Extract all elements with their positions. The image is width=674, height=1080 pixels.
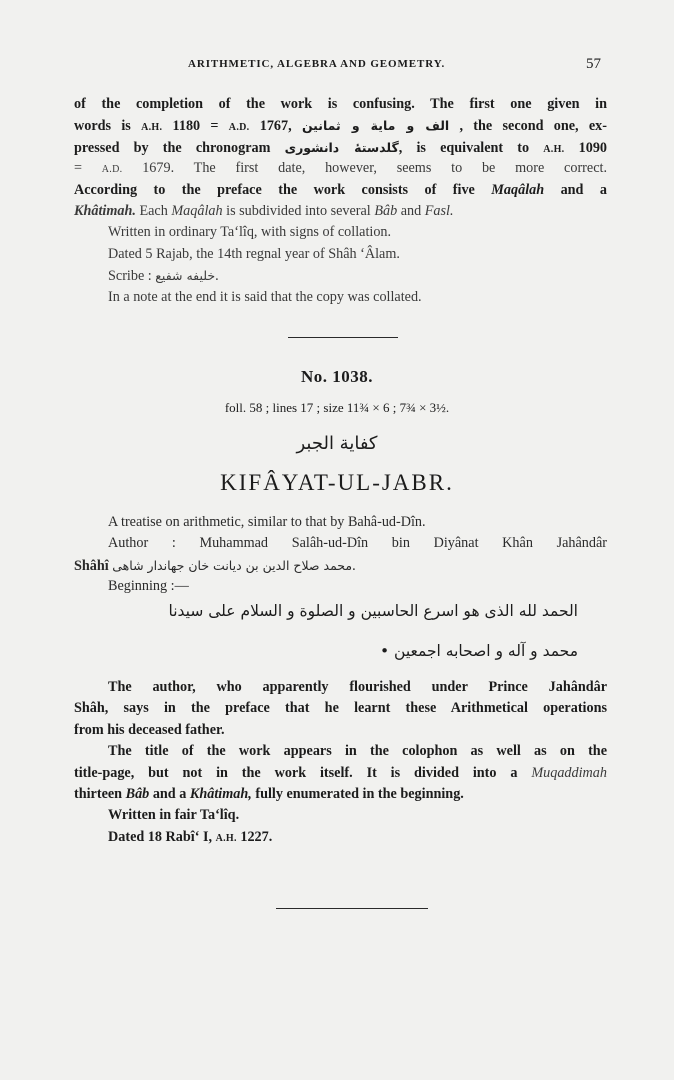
text-line: According to the preface the work consists of five Maqâlah and a (74, 181, 607, 198)
paragraph-author-notes (74, 677, 607, 848)
arabic-chronogram: گلدستهٔ دانشوری (284, 139, 399, 155)
text-line: Beginning :— (108, 578, 189, 595)
text-line: from his deceased father. (74, 721, 225, 738)
text-line: The author, who apparently flourished under Prince Jahândâr (108, 679, 607, 695)
text-line: Khâtimah. Each Maqâlah is subdivided into several Bâb and Fasl. (74, 202, 454, 219)
text-line: words is A.H. 1180 = A.D. 1767, الف و ماية و ثمانين , the second one, ex- (74, 118, 607, 135)
arabic-date-words: الف و ماية و ثمانين (301, 118, 450, 134)
entry-number: No. 1038. (300, 367, 374, 386)
text-line: of the completion of the work is confusing. The first one given in (74, 96, 607, 112)
text-line: Written in fair Ta‘lîq. (108, 807, 240, 824)
text-line: Dated 18 Rabî‘ I, A.H. 1227. (108, 828, 273, 845)
folio-description: foll. 58 ; lines 17 ; size 11¾ × 6 ; 7¾ × 3½. (224, 400, 450, 415)
running-header (0, 58, 674, 78)
paragraph-description (74, 512, 607, 598)
arabic-author-name: محمد صلاح الدين بن ديانت خان جهاندار شاهى (112, 557, 353, 573)
text-line: Shâh, says in the preface that he learnt these Arithmetical operations (74, 700, 607, 717)
text-line: Shâhî محمد صلاح الدين بن ديانت خان جهاندار شاهى. (74, 557, 356, 574)
text-line: The title of the work appears in the colophon as well as on the (108, 743, 607, 760)
arabic-incipit-line-1: الحمد لله الذى هو اسرع الحاسبين و الصلوة و السلام على سيدنا (168, 602, 578, 620)
page-end-divider (276, 908, 428, 909)
running-title: ARITHMETIC, ALGEBRA AND GEOMETRY. (188, 58, 446, 70)
paragraph-colophon-dates (74, 94, 607, 308)
text-line: Author : Muhammad Salâh-ud-Dîn bin Diyânat Khân Jahândâr (108, 535, 607, 552)
arabic-work-title: كفاية الجبر (296, 433, 378, 454)
text-line: In a note at the end it is said that the copy was collated. (108, 288, 422, 305)
work-title: KIFÂYAT-UL-JABR. (220, 470, 454, 495)
text-line: Scribe : خليفه شفيع. (108, 268, 219, 285)
arabic-scribe-name: خليفه شفيع (155, 268, 216, 284)
text-line: thirteen Bâb and a Khâtimah, fully enumerated in the beginning. (74, 785, 464, 802)
arabic-incipit-line-2: محمد و آله و اصحابه اجمعين • (379, 642, 578, 660)
section-divider (288, 337, 398, 338)
text-line: Dated 5 Rajab, the 14th regnal year of Shâh ‘Âlam. (108, 245, 400, 262)
text-line: A treatise on arithmetic, similar to that by Bahâ-ud-Dîn. (108, 514, 426, 530)
text-line: title-page, but not in the work itself. It is divided into a Muqaddimah (74, 764, 607, 781)
page-number: 57 (586, 56, 601, 72)
text-line: = A.D. 1679. The first date, however, seems to be more correct. (74, 160, 607, 177)
text-line: Written in ordinary Ta‘lîq, with signs of collation. (108, 224, 392, 241)
text-line: pressed by the chronogram گلدستهٔ دانشوری, is equivalent to A.H. 1090 (74, 139, 608, 156)
